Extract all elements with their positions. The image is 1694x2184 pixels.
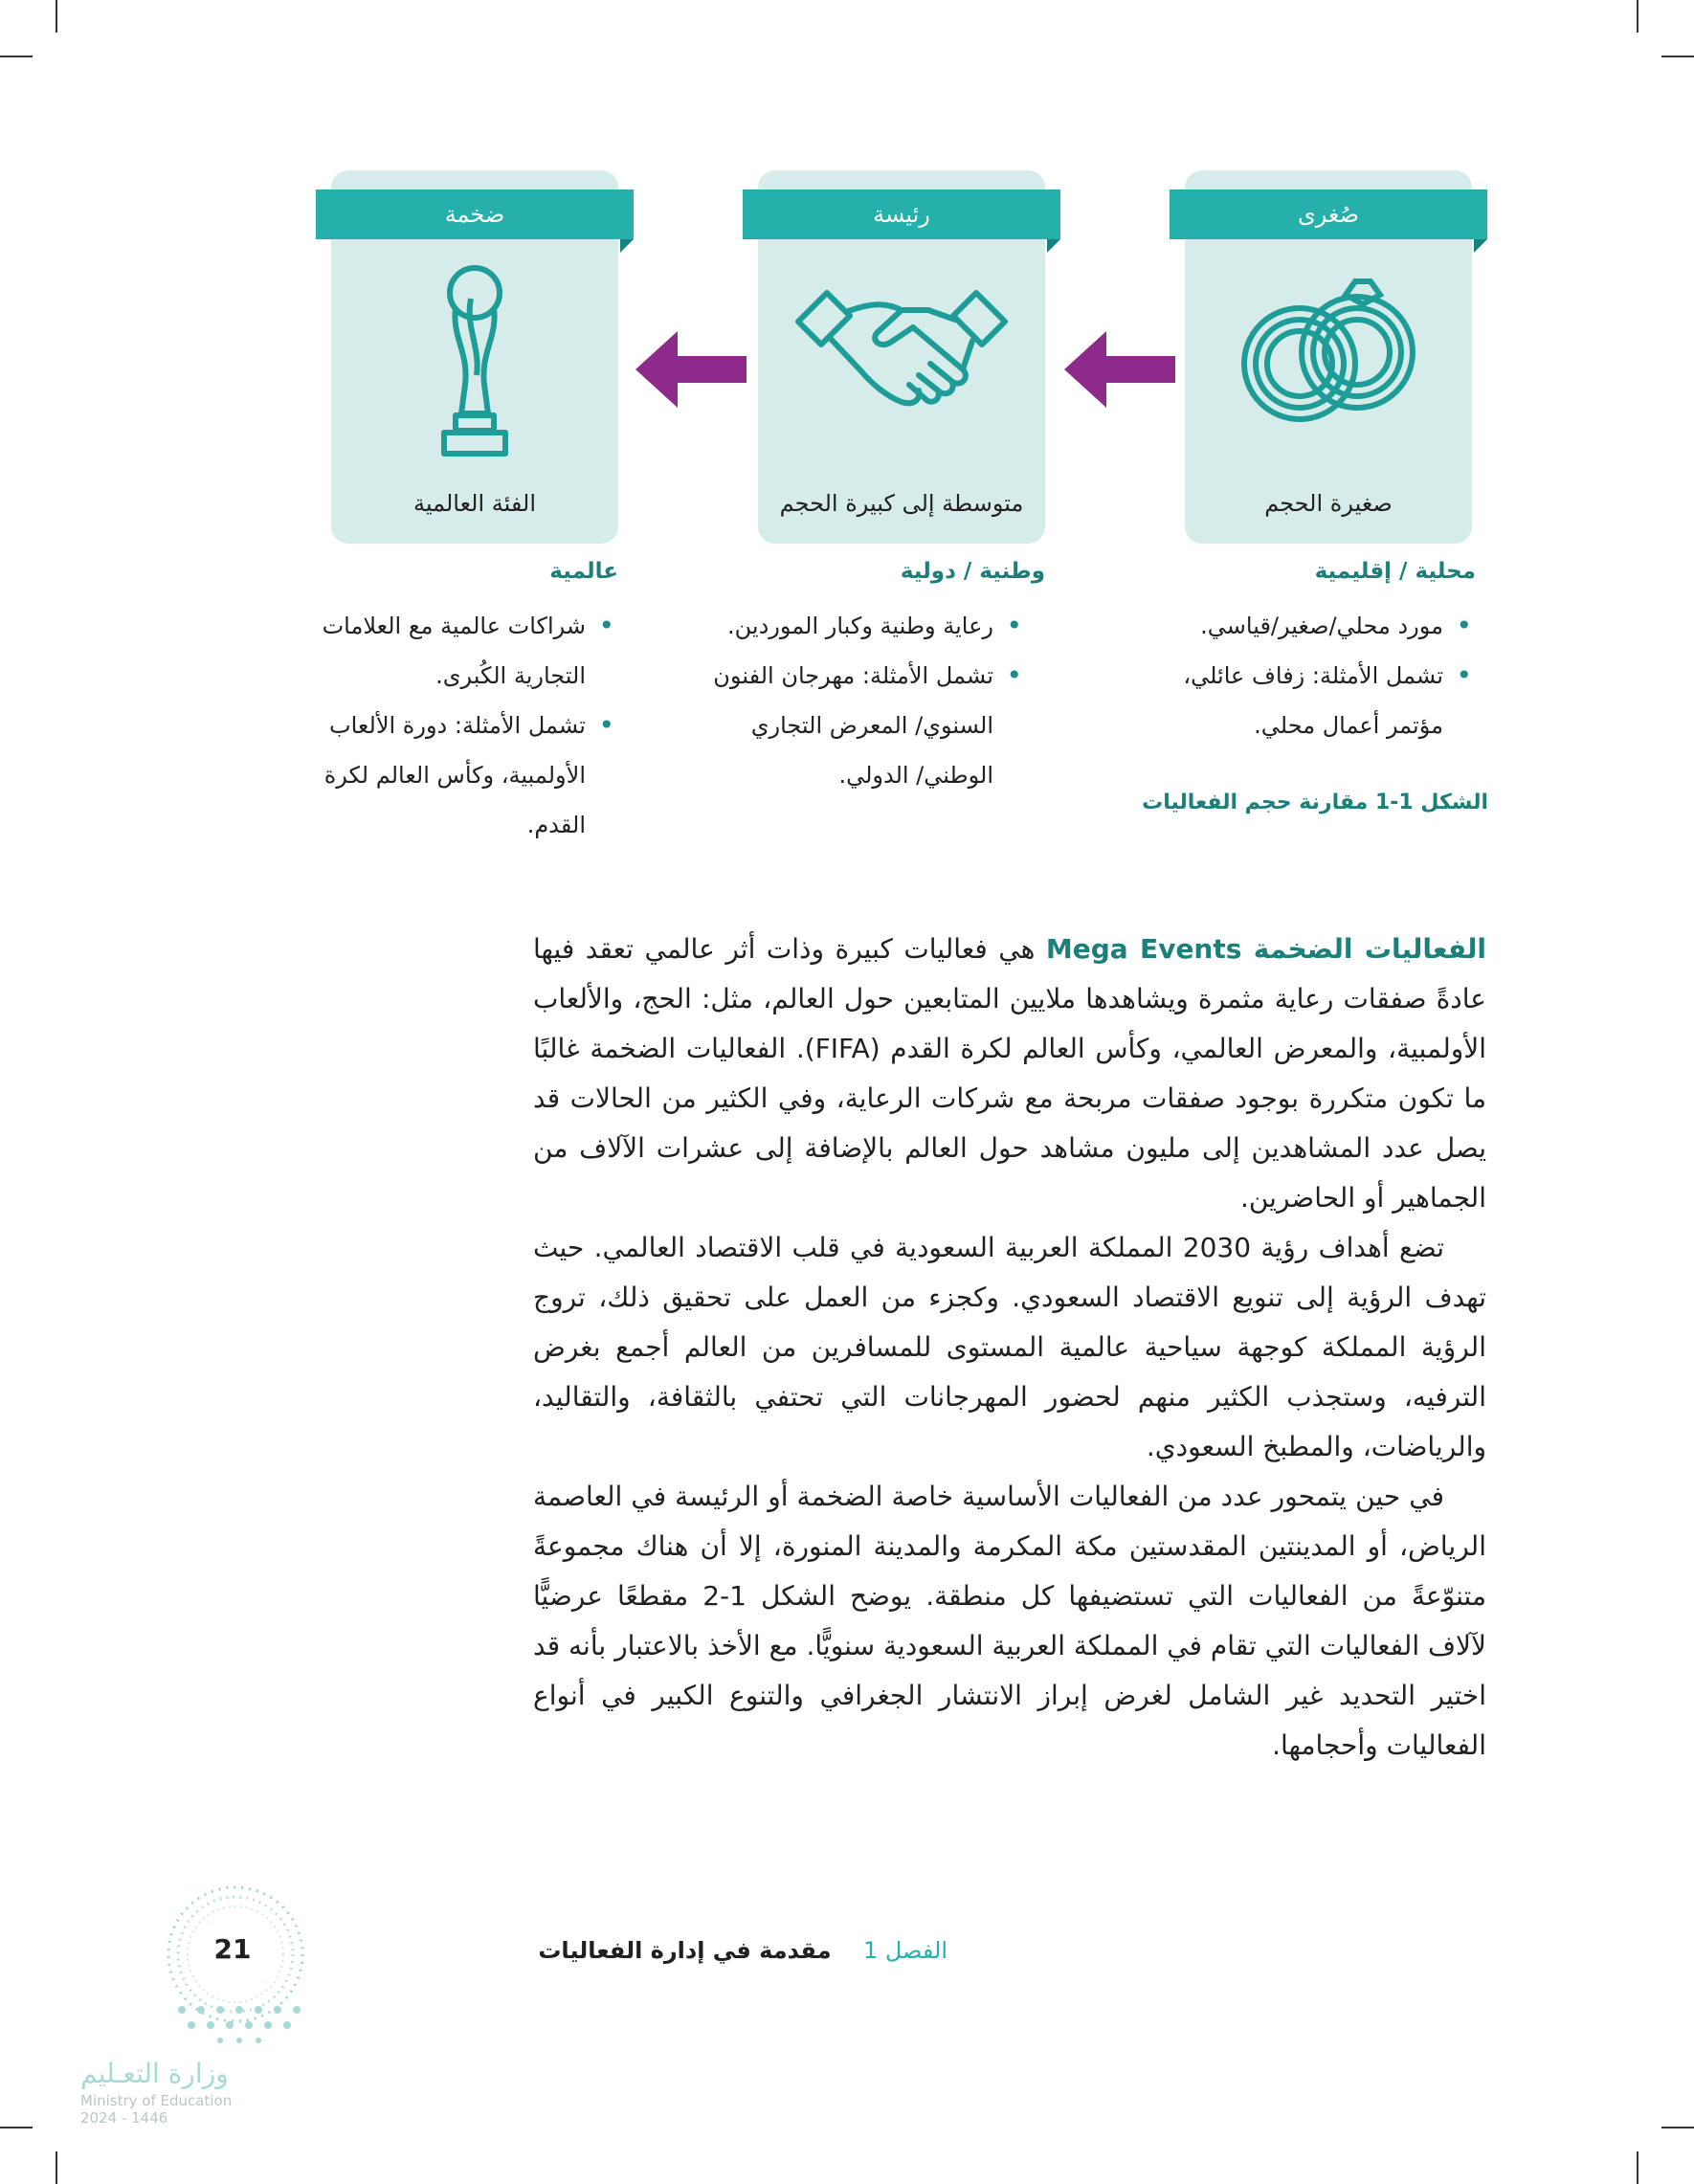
ribbon-small: صُغرى	[1170, 189, 1487, 239]
paragraph-text: هي فعاليات كبيرة وذات أثر عالمي تعقد فيها عادةً صفقات رعاية مثمرة ويشاهدها ملايين المتابعين حول العالم، مثل: الحج، والألعاب الأولمبية، والمعرض العالمي، وكأس العالم لكرة القدم (FIFA). الفعاليات الضخمة غالبًا ما تكون متكررة بوجود صفقات مربحة مع شركات الرعاية، وفي الكثير من الحالات قد يصل عدد المشاهدين إلى مليون مشاهد حول العالم بالإضافة إلى عشرات الآلاف من الجماهير أو الحاضرين.	[533, 933, 1486, 1214]
box-label-major: متوسطة إلى كبيرة الحجم	[779, 490, 1024, 517]
arrow-left-icon	[635, 331, 747, 408]
list-item: • رعاية وطنية وكبار الموردين.	[706, 601, 993, 651]
list-item: • مورد محلي/صغير/قياسي.	[1137, 601, 1443, 651]
handshake-icon	[794, 283, 1009, 427]
crop-mark	[1637, 0, 1638, 33]
ministry-name-en: Ministry of Education	[80, 2092, 233, 2109]
column-heading-mega: عالمية	[549, 559, 618, 584]
chapter-label: الفصل 1	[862, 1937, 947, 1964]
list-item: • تشمل الأمثلة: مهرجان الفنون السنوي/ المعرض التجاري الوطني/ الدولي.	[706, 651, 993, 800]
body-text	[533, 925, 1486, 1771]
trophy-icon	[427, 260, 523, 467]
ribbon-mega: ضخمة	[316, 189, 634, 239]
crop-mark	[56, 0, 57, 33]
column-list-major	[706, 601, 1026, 800]
paragraph: في حين يتمحور عدد من الفعاليات الأساسية خاصة الضخمة أو الرئيسة في العاصمة الرياض، أو المدينتين المقدستين مكة المكرمة والمدينة المنورة، إلا أن هناك مجموعةً متنوّعةً من الفعاليات التي تستضيفها كل منطقة. يوضح الشكل 1-2 مقطعًا عرضيًّا لآلاف الفعاليات التي تقام في المملكة العربية السعودية سنويًّا. مع الأخذ بالاعتبار بأنه قد اختير التحديد غير الشامل لغرض إبراز الانتشار الجغرافي والتنوع الكبير في أنواع الفعاليات وأحجامها.	[533, 1481, 1486, 1761]
crop-mark	[1637, 2151, 1638, 2184]
dots-pattern-icon	[163, 2000, 316, 2048]
edition-year: 2024 - 1446	[80, 2109, 168, 2127]
figure-caption: الشكل 1-1 مقارنة حجم الفعاليات	[1142, 791, 1488, 814]
list-item: • تشمل الأمثلة: دورة الألعاب الأولمبية، وكأس العالم لكرة القدم.	[279, 701, 586, 850]
paragraph	[533, 925, 1486, 1223]
page-number: 21	[213, 1933, 252, 1965]
crop-mark	[56, 2151, 57, 2184]
box-label-mega: الفئة العالمية	[412, 490, 537, 517]
box-label-small: صغيرة الحجم	[1264, 490, 1393, 517]
ministry-logo-text: وزارة التعـليم	[80, 2058, 229, 2089]
crop-mark	[1661, 2127, 1694, 2128]
list-item: • شراكات عالمية مع العلامات التجارية الكُبرى.	[279, 601, 586, 701]
column-heading-small: محلية / إقليمية	[1314, 559, 1476, 584]
chapter-title: مقدمة في إدارة الفعاليات	[538, 1937, 832, 1964]
crop-mark	[0, 2127, 33, 2128]
paragraph: تضع أهداف رؤية 2030 المملكة العربية السعودية في قلب الاقتصاد العالمي. حيث تهدف الرؤية إلى تنويع الاقتصاد السعودي. وكجزء من العمل على تحقيق ذلك، تروج الرؤية المملكة كوجهة سياحية عالمية المستوى للمسافرين من العالم أجمع بغرض الترفيه، وستجذب الكثير منهم لحضور المهرجانات التي تحتفي بالثقافة، والتقاليد، والرياضات، والمطبخ السعودي.	[533, 1232, 1486, 1462]
list-item: • تشمل الأمثلة: زفاف عائلي، مؤتمر أعمال محلي.	[1137, 651, 1443, 750]
rings-icon	[1231, 276, 1426, 429]
term-highlight: الفعاليات الضخمة Mega Events	[1045, 933, 1486, 965]
crop-mark	[0, 56, 33, 57]
footer-chapter	[538, 1937, 947, 1964]
column-heading-major: وطنية / دولية	[900, 559, 1045, 584]
crop-mark	[1661, 56, 1694, 57]
ribbon-major: رئيسة	[743, 189, 1060, 239]
column-list-mega	[279, 601, 618, 850]
column-list-small	[1137, 601, 1476, 750]
arrow-left-icon	[1064, 331, 1175, 408]
